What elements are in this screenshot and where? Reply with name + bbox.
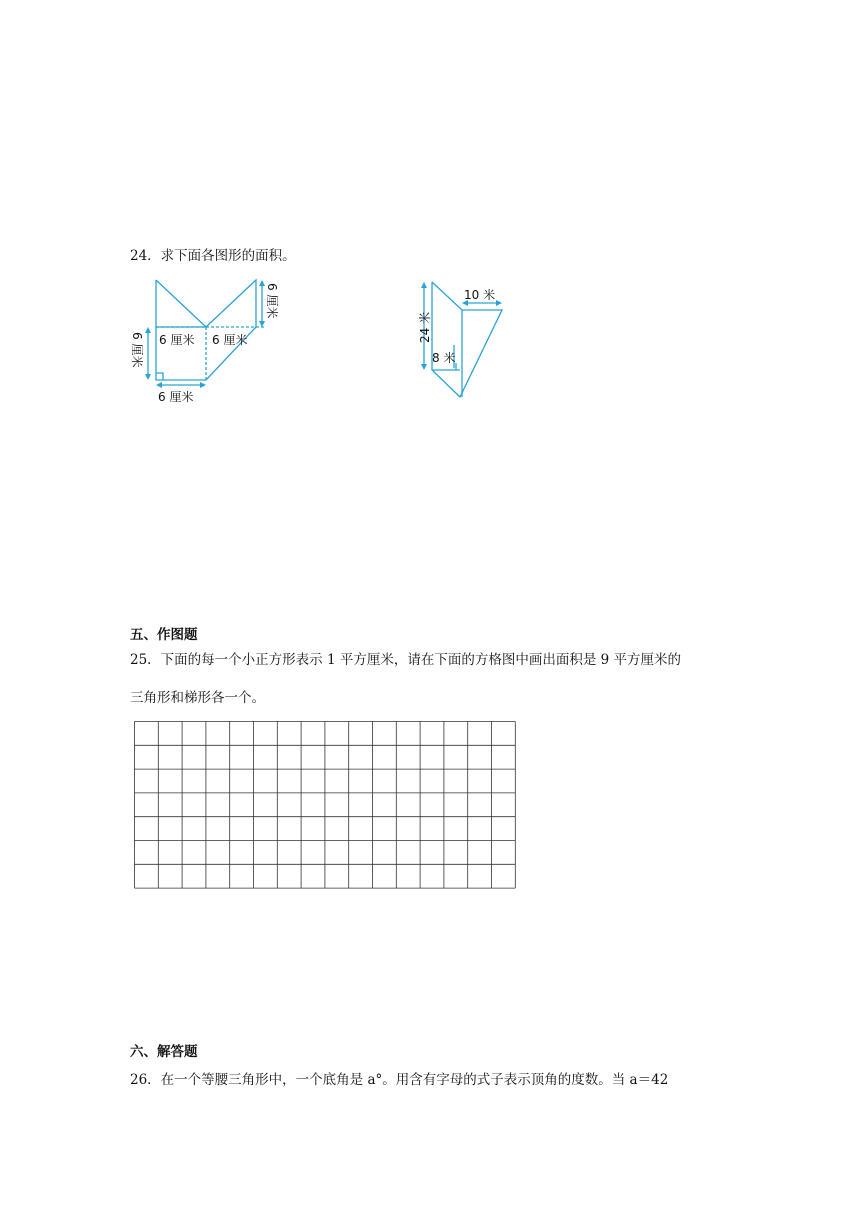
label-top-right: 6 厘米 [265, 283, 279, 319]
q25-line2: 三角形和梯形各一个。 [130, 690, 265, 706]
q25-line1: 25．下面的每一个小正方形表示 1 平方厘米，请在下面的方格图中画出面积是 9 平方厘米的 [130, 652, 682, 668]
label-mid-left: 6 厘米 [159, 333, 195, 347]
label-inner-8: 8 米 [432, 351, 456, 365]
label-left-24: 24 米 [418, 311, 432, 343]
label-top: 10 米 [464, 288, 496, 302]
q26-text: 26．在一个等腰三角形中，一个底角是 a°。用含有字母的式子表示顶角的度数。当 a＝42 [130, 1072, 669, 1088]
right-triangle [206, 280, 256, 327]
section-5-heading: 五、作图题 [130, 627, 198, 643]
q24-text: 24．求下面各图形的面积。 [130, 248, 296, 264]
drawing-grid[interactable] [134, 721, 518, 883]
label-bottom: 6 厘米 [158, 390, 194, 404]
section-6-heading: 六、解答题 [130, 1044, 198, 1060]
left-triangle [156, 280, 206, 327]
figure-parallelogram-triangle [412, 275, 522, 405]
label-mid-right: 6 厘米 [212, 333, 248, 347]
figure-composite-shape [128, 275, 278, 405]
label-left: 6 厘米 [130, 332, 144, 368]
